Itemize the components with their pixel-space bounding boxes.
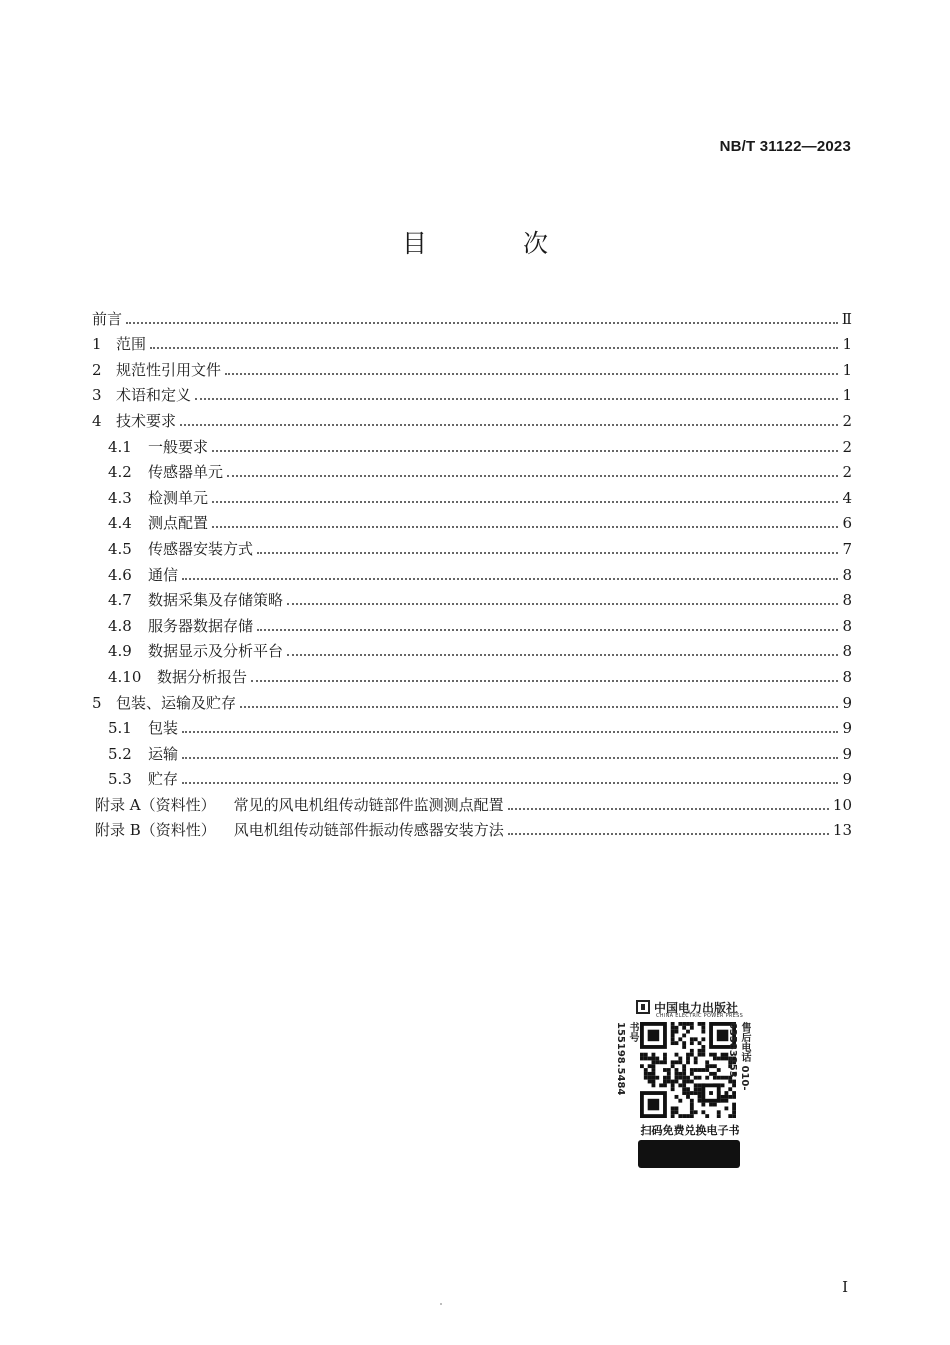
toc-leader-dots: [212, 501, 838, 503]
toc-entry-number: 4.4: [108, 514, 132, 533]
toc-leader-dots: [195, 398, 838, 400]
toc-entry-page: 8: [842, 642, 852, 661]
publisher-name-en: CHINA ELECTRIC POWER PRESS: [656, 1013, 744, 1019]
toc-entry[interactable]: [92, 507, 852, 533]
toc-entry-number: 4.5: [108, 539, 132, 558]
toc-entry[interactable]: [92, 635, 852, 661]
toc-leader-dots: [150, 347, 838, 349]
toc-entry-title: 贮存: [148, 770, 179, 789]
toc-entry-number: 4.9: [108, 642, 132, 661]
toc-entry-number: 2: [92, 360, 102, 379]
toc-entry-page: Ⅱ: [841, 309, 852, 328]
toc-entry-page: 2: [842, 411, 852, 430]
toc-entry-title: 服务器数据存储: [148, 616, 254, 635]
toc-entry-title: 数据采集及存储策略: [148, 591, 284, 610]
toc-title: 目 次: [402, 229, 592, 258]
toc-entry-page: 9: [842, 693, 852, 712]
toc-entry-page: 10: [832, 795, 852, 814]
toc-entry-page: 1: [842, 386, 852, 405]
toc-entry[interactable]: [92, 584, 852, 610]
publisher-logo-icon: [636, 1000, 650, 1014]
toc-entry[interactable]: [92, 712, 852, 738]
toc-leader-dots: [257, 629, 838, 631]
scan-speck: [440, 1303, 442, 1305]
ebook-qr-stamp: [615, 996, 750, 1172]
toc-entry-page: 9: [842, 744, 852, 763]
standard-code: NB/T 31122—2023: [719, 138, 851, 155]
toc-entry-number: 5.1: [108, 719, 132, 738]
toc-entry[interactable]: [92, 788, 852, 814]
toc-leader-dots: [225, 373, 838, 375]
toc-entry-number: 5.2: [108, 744, 132, 763]
toc-leader-dots: [508, 833, 829, 835]
toc-entry-title: 测点配置: [148, 514, 209, 533]
toc-entry-title: 数据分析报告: [157, 667, 248, 686]
toc-leader-dots: [251, 680, 838, 682]
toc-entry-title: 技术要求: [116, 411, 177, 430]
toc-leader-dots: [182, 578, 838, 580]
qr-caption: 扫码免费兑换电子书: [640, 1124, 740, 1137]
toc-leader-dots: [180, 424, 838, 426]
toc-entry-title: 规范性引用文件: [116, 360, 222, 379]
toc-entry-page: 9: [842, 770, 852, 789]
toc-entry-title: 检测单元: [148, 488, 209, 507]
toc-entry-page: 2: [842, 437, 852, 456]
toc-entry-title: 前言: [92, 309, 123, 328]
toc-entry[interactable]: [92, 353, 852, 379]
qr-code-icon[interactable]: [640, 1022, 736, 1118]
toc-entry-title: 传感器安装方式: [148, 539, 254, 558]
toc-entry[interactable]: [92, 328, 852, 354]
toc-annex-label: 附录 A（资料性）: [95, 795, 216, 814]
toc-entry-page: 6: [842, 514, 852, 533]
toc-entry[interactable]: [92, 609, 852, 635]
toc-entry[interactable]: [92, 404, 852, 430]
toc-entry[interactable]: [92, 660, 852, 686]
toc-leader-dots: [257, 552, 838, 554]
toc-leader-dots: [182, 757, 838, 759]
toc-leader-dots: [212, 450, 838, 452]
toc-entry[interactable]: [92, 763, 852, 789]
book-number: 书号 155198.5484: [615, 1022, 638, 1096]
toc-entry-number: 4.10: [108, 667, 142, 686]
toc-entry[interactable]: [92, 481, 852, 507]
toc-entry-page: 1: [842, 335, 852, 354]
toc-leader-dots: [240, 706, 838, 708]
toc-entry-title: 包装: [148, 719, 179, 738]
toc-entry-page: 2: [842, 463, 852, 482]
toc-entry[interactable]: [92, 737, 852, 763]
toc-entry-page: 8: [842, 667, 852, 686]
toc-leader-dots: [508, 808, 829, 810]
toc-entry-number: 4.6: [108, 565, 132, 584]
toc-entry[interactable]: [92, 532, 852, 558]
toc-entry-number: 4.7: [108, 591, 132, 610]
toc-entry-title: 运输: [148, 744, 179, 763]
toc-leader-dots: [287, 603, 838, 605]
table-of-contents: [92, 302, 852, 839]
toc-leader-dots: [182, 782, 838, 784]
toc-entry-title: 风电机组传动链部件振动传感器安装方法: [233, 821, 504, 840]
toc-entry[interactable]: [92, 456, 852, 482]
toc-entry-title: 术语和定义: [116, 386, 192, 405]
toc-entry-page: 8: [842, 591, 852, 610]
toc-entry-number: 4.3: [108, 488, 132, 507]
toc-entry-number: 3: [92, 386, 102, 405]
toc-entry-page: 4: [842, 488, 852, 507]
toc-entry-number: 5.3: [108, 770, 132, 789]
toc-leader-dots: [126, 322, 838, 324]
toc-entry[interactable]: [92, 814, 852, 840]
toc-entry[interactable]: [92, 379, 852, 405]
toc-entry-number: 5: [92, 693, 102, 712]
toc-entry-title: 包装、运输及贮存: [116, 693, 237, 712]
toc-annex-label: 附录 B（资料性）: [95, 821, 216, 840]
toc-leader-dots: [212, 526, 838, 528]
toc-entry[interactable]: [92, 558, 852, 584]
toc-entry[interactable]: [92, 430, 852, 456]
toc-entry-page: 7: [842, 539, 852, 558]
toc-entry-number: 4.2: [108, 463, 132, 482]
toc-entry[interactable]: [92, 302, 852, 328]
toc-entry-number: 1: [92, 335, 102, 354]
toc-entry-title: 传感器单元: [148, 463, 224, 482]
publisher-name: 中国电力出版社: [654, 1000, 739, 1015]
toc-entry-title: 一般要求: [148, 437, 209, 456]
toc-entry-title: 范围: [116, 335, 147, 354]
toc-entry[interactable]: [92, 686, 852, 712]
toc-entry-title: 常见的风电机组传动链部件监测测点配置: [233, 795, 504, 814]
toc-entry-page: 1: [842, 360, 852, 379]
toc-entry-page: 8: [842, 565, 852, 584]
toc-leader-dots: [287, 654, 838, 656]
toc-entry-page: 13: [832, 821, 852, 840]
toc-leader-dots: [182, 731, 838, 733]
redacted-code-block: [638, 1140, 740, 1168]
after-sales-phone: 售后电话 010-63583253: [727, 1022, 750, 1091]
toc-entry-title: 数据显示及分析平台: [148, 642, 284, 661]
toc-leader-dots: [227, 475, 838, 477]
toc-entry-page: 9: [842, 719, 852, 738]
toc-entry-number: 4.1: [108, 437, 132, 456]
toc-entry-title: 通信: [148, 565, 179, 584]
toc-entry-number: 4.8: [108, 616, 132, 635]
page-number: I: [842, 1278, 848, 1296]
toc-entry-page: 8: [842, 616, 852, 635]
toc-entry-number: 4: [92, 411, 102, 430]
